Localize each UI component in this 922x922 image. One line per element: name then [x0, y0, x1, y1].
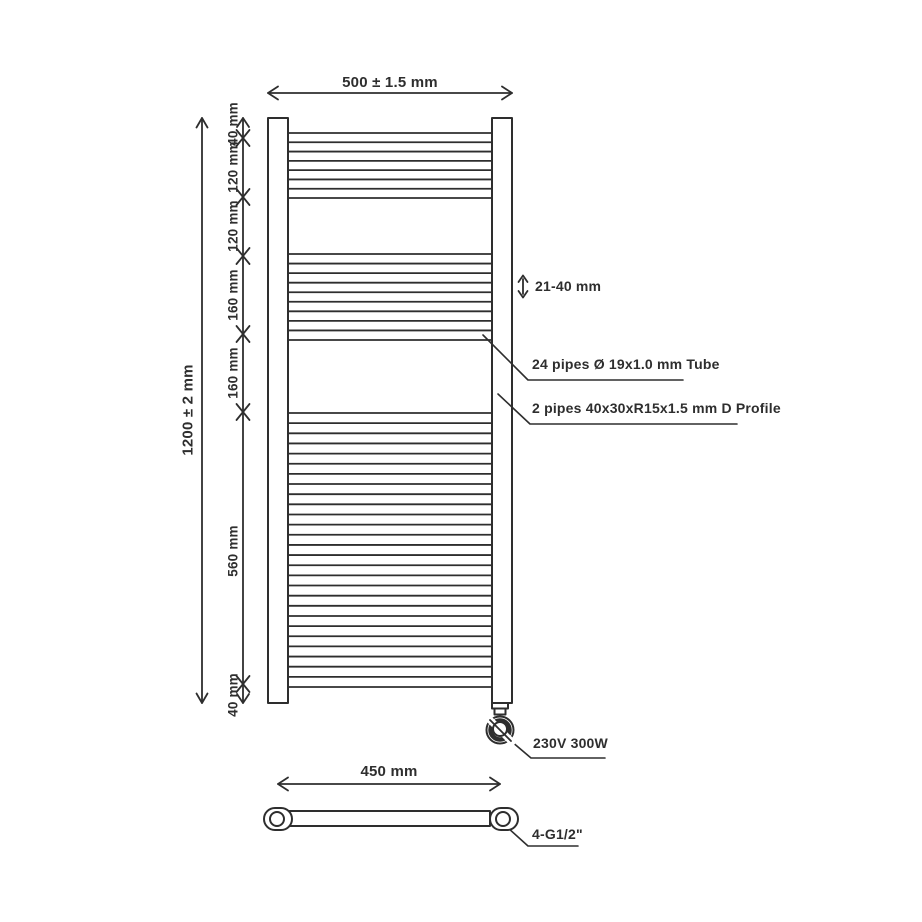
segment-dim-label-120-a: 120 mm — [225, 141, 241, 193]
bottom-width-dimension-label: 450 mm — [360, 763, 418, 780]
segment-dim-label-40-bottom: 40 mm — [225, 673, 241, 717]
bottom-view — [264, 808, 518, 830]
right-rail — [492, 118, 512, 703]
height-dimension-arrow — [197, 118, 208, 703]
segment-dim-label-160-a: 160 mm — [225, 269, 241, 321]
bottom-view-body — [288, 811, 490, 826]
pipe-tube-note-label: 24 pipes Ø 19x1.0 mm Tube — [532, 356, 720, 372]
power-note-label: 230V 300W — [533, 735, 608, 751]
segment-dim-label-120-b: 120 mm — [225, 200, 241, 252]
left-rail — [268, 118, 288, 703]
depth-dimension-label: 21-40 mm — [535, 278, 602, 294]
left-connection-port — [270, 812, 284, 826]
heating-element-symbol — [487, 703, 514, 744]
width-dimension-label: 500 ± 1.5 mm — [342, 74, 438, 91]
right-connection-port — [496, 812, 510, 826]
depth-dimension-arrow — [519, 276, 528, 298]
pipe-profile-note-label: 2 pipes 40x30xR15x1.5 mm D Profile — [532, 400, 781, 416]
connection-note-label: 4-G1/2" — [532, 826, 583, 842]
segment-dim-label-40-top: 40 mm — [225, 102, 241, 146]
segment-dim-label-160-b: 160 mm — [225, 347, 241, 399]
segment-dim-label-560: 560 mm — [225, 525, 241, 577]
pipe-lines — [286, 133, 495, 687]
height-dimension-label: 1200 ± 2 mm — [179, 364, 197, 456]
